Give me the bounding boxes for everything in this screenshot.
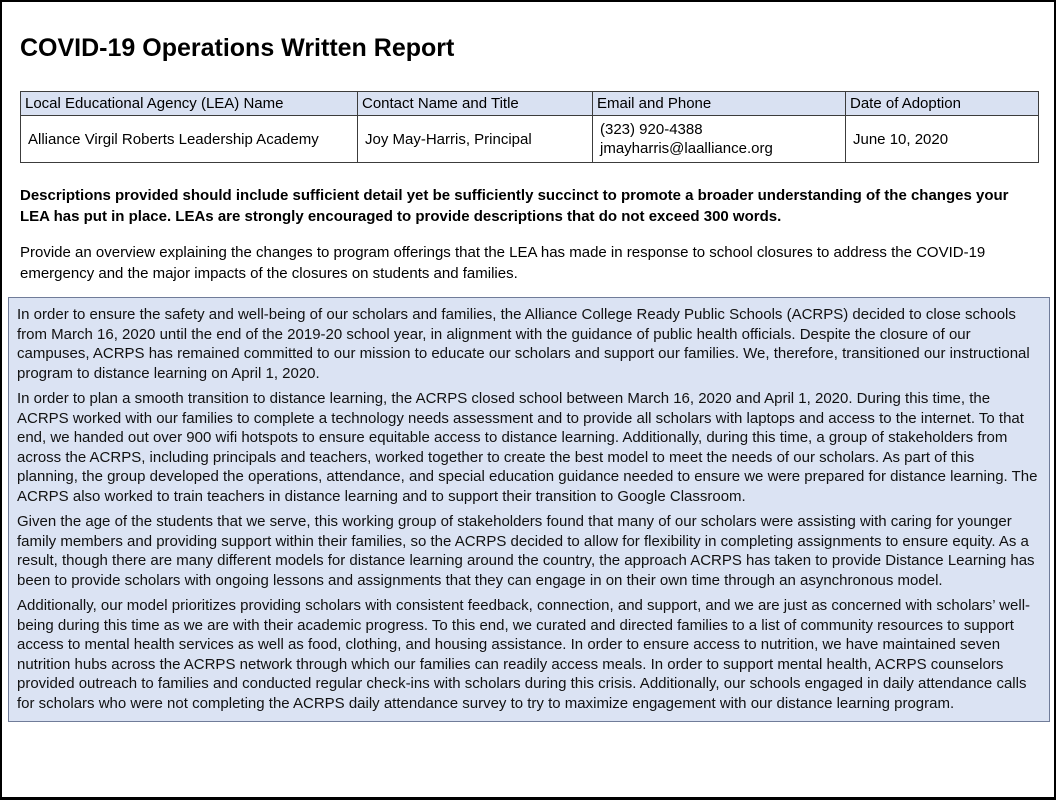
table-row [21, 116, 1039, 163]
cell-contact: Joy May-Harris, Principal [358, 116, 593, 163]
cell-lea-name: Alliance Virgil Roberts Leadership Academy [21, 116, 358, 163]
response-paragraph-4: Additionally, our model prioritizes providing scholars with consistent feedback, connection, and support, and we are just as concerned with scholars’ well-being during this time as we are with their academic progress. To this end, we curated and directed families to a list of community resources to support access to mental health services as well as food, clothing, and housing assistance. In order to ensure access to nutrition, we have maintained seven nutrition hubs across the ACRPS network through which our families can readily access meals. In order to support mental health, ACRPS counselors provided outreach to families and conducted regular check-ins with scholars during this crisis. Additionally, our schools engaged in daily attendance calls for scholars who were not completing the ACRPS daily attendance survey to try to maximize engagement with our distance learning program. [17, 597, 1031, 712]
table-header-lea-name: Local Educational Agency (LEA) Name [21, 92, 358, 116]
table-header-row [21, 92, 1039, 116]
table-header-date-of-adoption: Date of Adoption [846, 92, 1039, 116]
overview-prompt: Provide an overview explaining the changes to program offerings that the LEA has made in response to school closures to address the COVID-19 emergency and the major impacts of the closures on students and families. [20, 244, 986, 282]
table-header-email-phone: Email and Phone [593, 92, 846, 116]
phone-value: (323) 920-4388 [600, 121, 703, 138]
response-paragraph-3: Given the age of the students that we serve, this working group of stakeholders found that many of our scholars were assisting with caring for younger family members and providing support within their families, so the ACRPS decided to allow for flexibility in completing assignments to ensure equity. As a result, though there are many different models for distance learning around the country, the approach ACRPS has taken to provide Distance Learning has been to provide scholars with ongoing lessons and assignments that they can engage in on their own time through an asynchronous model. [17, 513, 1035, 589]
email-value: jmayharris@laalliance.org [600, 140, 773, 157]
table-header-contact: Contact Name and Title [358, 92, 593, 116]
instructions-bold-note: Descriptions provided should include sufficient detail yet be sufficiently succinct to promote a broader understanding of the changes your LEA has put in place. LEAs are strongly encouraged to provide descriptions that do not exceed 300 words. [20, 187, 1009, 225]
page-title: COVID-19 Operations Written Report [20, 34, 455, 62]
response-paragraph-1: In order to ensure the safety and well-being of our scholars and families, the Alliance College Ready Public Schools (ACRPS) decided to close schools from March 16, 2020 until the end of the 2019-20 school year, in alignment with the guidance of public health officials. Despite the closure of our campuses, ACRPS has remained committed to our mission to educate our scholars and support our families. We, therefore, transitioned our instructional program to distance learning on April 1, 2020. [17, 306, 1030, 382]
response-paragraph-2: In order to plan a smooth transition to distance learning, the ACRPS closed school between March 16, 2020 and April 1, 2020. During this time, the ACRPS worked with our families to complete a technology needs assessment and to provide all scholars with laptops and access to the internet. To that end, we handed out over 900 wifi hotspots to ensure equitable access to distance learning. Additionally, during this time, a group of stakeholders from across the ACRPS, including principals and teachers, worked together to create the best model to meet the needs of our scholars. As part of this planning, the group developed the operations, attendance, and special education guidance needed to ensure we were prepared for distance learning. The ACRPS also worked to train teachers in distance learning and to support their transition to Google Classroom. [17, 390, 1038, 505]
cell-date-of-adoption: June 10, 2020 [846, 116, 1039, 163]
cell-email-phone [593, 116, 846, 163]
response-box [8, 297, 1050, 722]
contact-table [20, 91, 1039, 163]
